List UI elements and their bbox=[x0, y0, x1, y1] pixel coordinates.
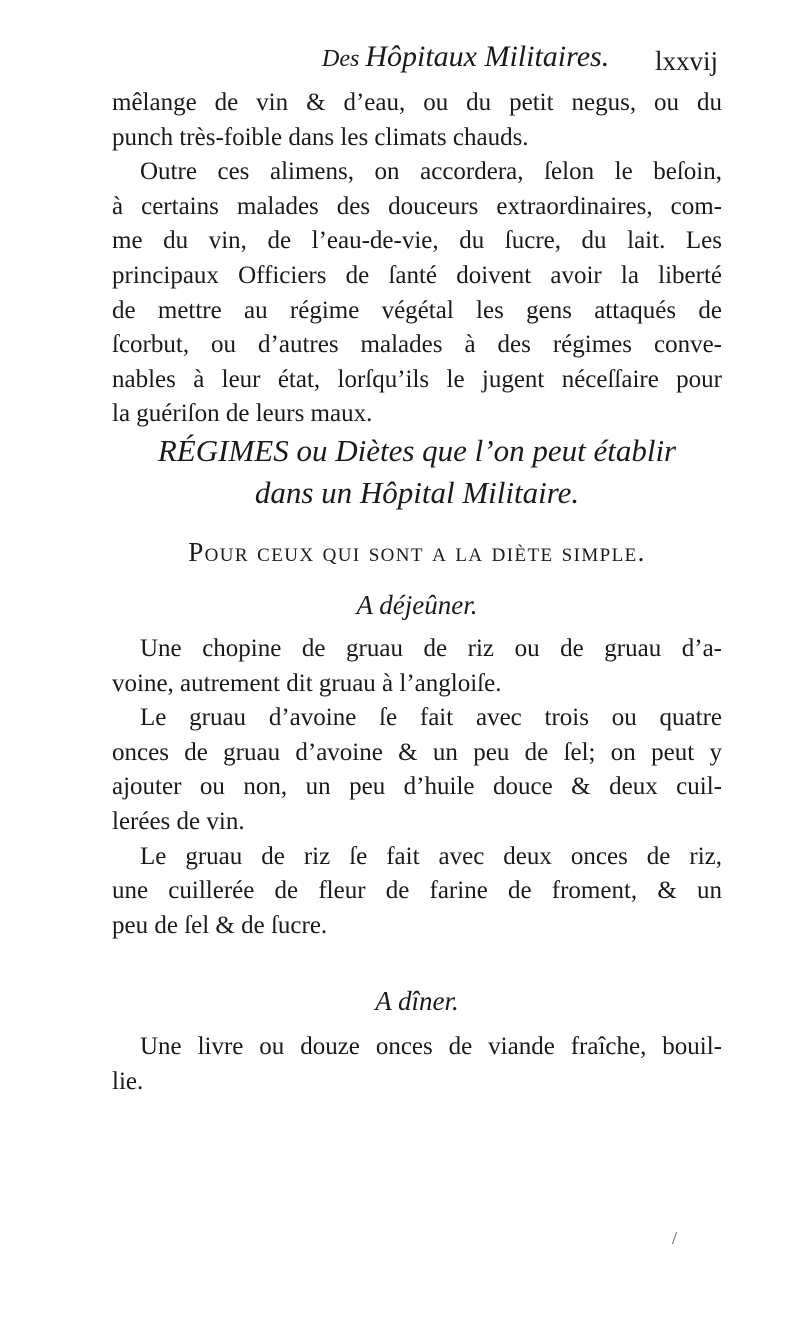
text-line: ajouter ou non, un peu d’huile douce & deux cuil- bbox=[112, 773, 722, 801]
text-line: Une chopine de gruau de riz ou de gruau d’a- bbox=[140, 635, 722, 662]
diet-heading bbox=[112, 537, 722, 568]
text-line: Le gruau de riz ſe fait avec deux onces de riz, bbox=[140, 842, 722, 870]
text-line: punch très-foible dans les climats chauds. bbox=[112, 123, 529, 151]
paper-mark: / bbox=[672, 1228, 678, 1248]
text-line: Le gruau d’avoine ſe fait avec trois ou quatre bbox=[140, 704, 722, 732]
text-line: nables à leur état, lorſqu’ils le jugent néceſſaire pour bbox=[112, 365, 722, 393]
text-line: une cuillerée de fleur de farine de froment, & un bbox=[112, 877, 722, 905]
text-line: à certains malades des douceurs extraordinaires, com- bbox=[112, 192, 722, 220]
text-line: la guériſon de leurs maux. bbox=[112, 400, 373, 428]
text-line: lie. bbox=[112, 1067, 144, 1095]
text-line: Une livre ou douze onces de viande fraîche, bouil- bbox=[140, 1033, 722, 1060]
text-line: voine, autrement dit gruau à l’angloiſe. bbox=[112, 669, 502, 697]
section-title bbox=[112, 430, 722, 514]
text-line: ſcorbut, ou d’autres malades à des régimes conve- bbox=[112, 331, 722, 359]
text-line: Outre ces alimens, on accordera, ſelon le beſoin, bbox=[140, 158, 722, 186]
section-title-line-2: dans un Hôpital Militaire. bbox=[254, 475, 580, 510]
text-line: de mettre au régime végétal les gens attaqués de bbox=[112, 296, 722, 324]
text-line: lerées de vin. bbox=[112, 807, 245, 835]
section-title-line-1: RÉGIMES ou Diètes que l’on peut établir bbox=[157, 433, 677, 468]
intro-paragraphs bbox=[112, 86, 722, 432]
text-line: peu de ſel & de ſucre. bbox=[112, 911, 328, 939]
running-head-title: Hôpitaux Militaires bbox=[365, 40, 602, 73]
breakfast-heading: A déjeûner. bbox=[356, 590, 478, 620]
text-line: me du vin, de l’eau-de-vie, du ſucre, du lait. Les bbox=[112, 227, 722, 255]
page-number: lxxvij bbox=[655, 46, 719, 76]
breakfast-paragraphs bbox=[112, 632, 722, 943]
text-line: mêlange de vin & d’eau, ou du petit negus, ou du bbox=[112, 89, 722, 116]
dinner-paragraphs bbox=[112, 1030, 722, 1099]
page-header bbox=[0, 40, 800, 92]
text-line: onces de gruau d’avoine & un peu de ſel; on peut y bbox=[112, 738, 722, 766]
diet-heading-text: Pour ceux qui sont a la diète simple. bbox=[188, 537, 646, 567]
running-head-mark: . bbox=[601, 40, 610, 73]
dinner-heading: A dîner. bbox=[375, 986, 459, 1016]
running-head bbox=[322, 40, 609, 74]
running-head-prefix: Des bbox=[322, 46, 366, 72]
text-line: principaux Officiers de ſanté doivent avoir la liberté bbox=[112, 261, 722, 289]
